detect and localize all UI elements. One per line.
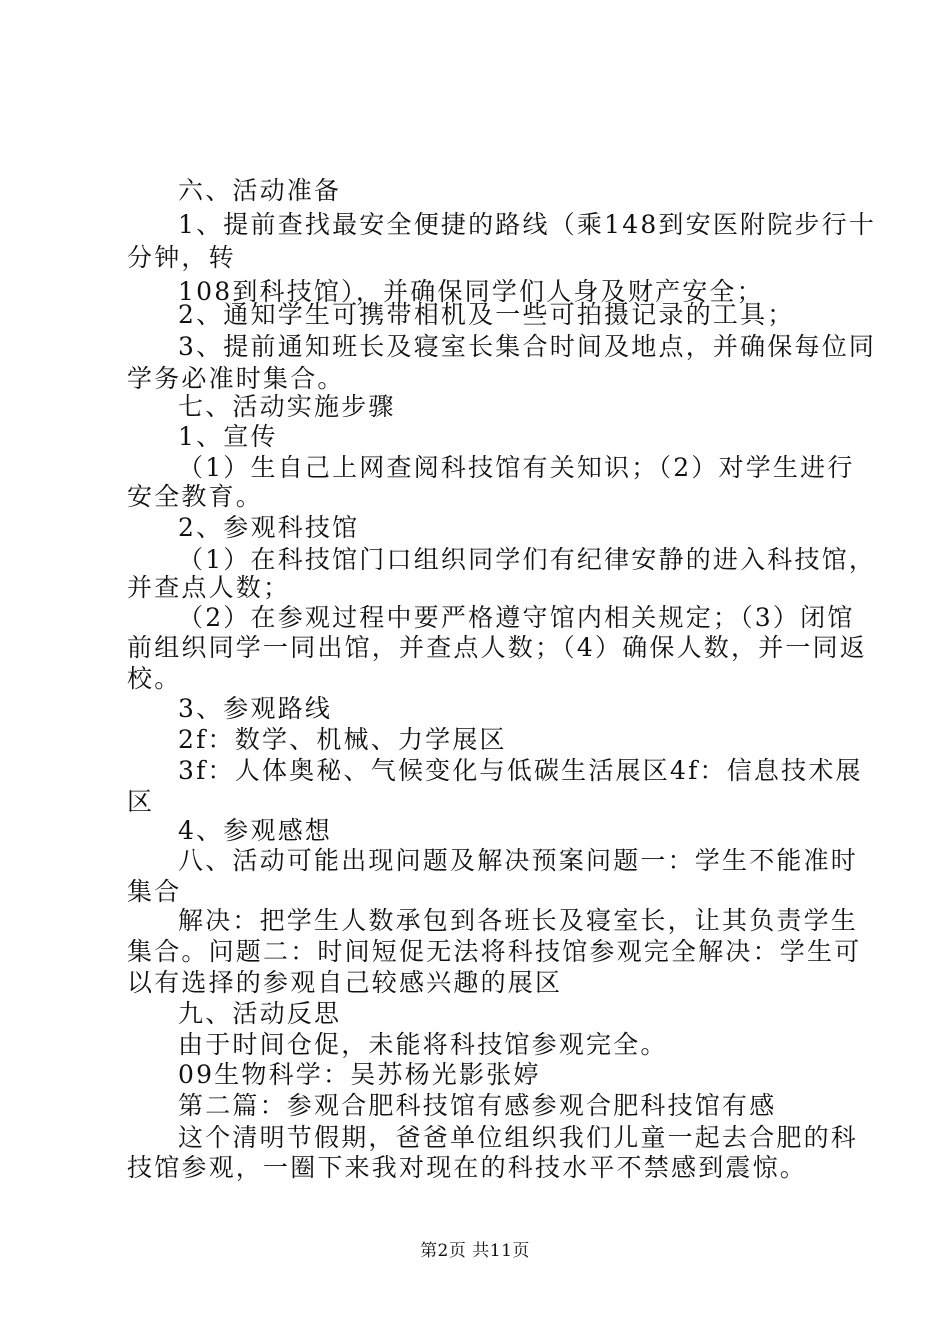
paragraph-line: 集合 [127, 877, 182, 906]
paragraph-line: 并查点人数； [127, 573, 291, 602]
paragraph-line: 技馆参观，一圈下来我对现在的科技水平不禁感到震惊。 [127, 1153, 808, 1182]
paragraph-line: 以有选择的参观自己较感兴趣的展区 [127, 968, 563, 997]
heading-activity-preparation: 六、活动准备 [178, 176, 342, 205]
paragraph-line: 1、宣传 [178, 422, 278, 451]
paragraph-line: 学务必准时集合。 [127, 364, 345, 393]
paragraph-line: 这个清明节假期，爸爸单位组织我们儿童一起去合肥的科 [178, 1123, 859, 1152]
paragraph-line: 3、参观路线 [178, 694, 333, 723]
paragraph-line: 2、参观科技馆 [178, 513, 360, 542]
paragraph-line: 校。 [127, 664, 182, 693]
heading-possible-problems: 八、活动可能出现问题及解决预案问题一：学生不能准时 [178, 846, 859, 875]
paragraph-line: （2）在参观过程中要严格遵守馆内相关规定；（3）闭馆 [178, 603, 855, 632]
paragraph-line: 3、提前通知班长及寝室长集合时间及地点，并确保每位同 [178, 332, 877, 361]
paragraph-line: 2f：数学、机械、力学展区 [178, 725, 507, 754]
paragraph-line: （1）在科技馆门口组织同学们有纪律安静的进入科技馆， [178, 545, 877, 574]
paragraph-line: 4、参观感想 [178, 816, 333, 845]
paragraph-line: 区 [127, 787, 155, 816]
author-line: 09生物科学：吴苏杨光影张婷 [178, 1060, 541, 1089]
paragraph-line: 解决：把学生人数承包到各班长及寝室长，让其负责学生 [178, 906, 859, 935]
paragraph-line: 108到科技馆），并确保同学们人身及财产安全； [178, 277, 764, 306]
paragraph-line: 集合。问题二：时间短促无法将科技馆参观完全解决：学生可 [127, 937, 862, 966]
paragraph-line: 2、通知学生可携带相机及一些可拍摄记录的工具； [178, 300, 795, 329]
paragraph-line: 1、提前查找最安全便捷的路线（乘148到安医附院步行十 [178, 210, 877, 239]
paragraph-line: 分钟，转 [127, 243, 236, 272]
paragraph-line: 安全教育。 [127, 482, 264, 511]
page-number-footer: 第2页 共11页 [420, 1241, 530, 1261]
heading-implementation-steps: 七、活动实施步骤 [178, 392, 396, 421]
paragraph-line: 由于时间仓促，未能将科技馆参观完全。 [178, 1030, 668, 1059]
heading-activity-reflection: 九、活动反思 [178, 999, 342, 1028]
paragraph-line: （1）生自己上网查阅科技馆有关知识；（2）对学生进行 [178, 453, 855, 482]
section-title-part-two: 第二篇：参观合肥科技馆有感参观合肥科技馆有感 [178, 1091, 777, 1120]
paragraph-line: 3f：人体奥秘、气候变化与低碳生活展区4f：信息技术展 [178, 756, 863, 785]
paragraph-line: 前组织同学一同出馆，并查点人数；（4）确保人数，并一同返 [127, 633, 868, 662]
